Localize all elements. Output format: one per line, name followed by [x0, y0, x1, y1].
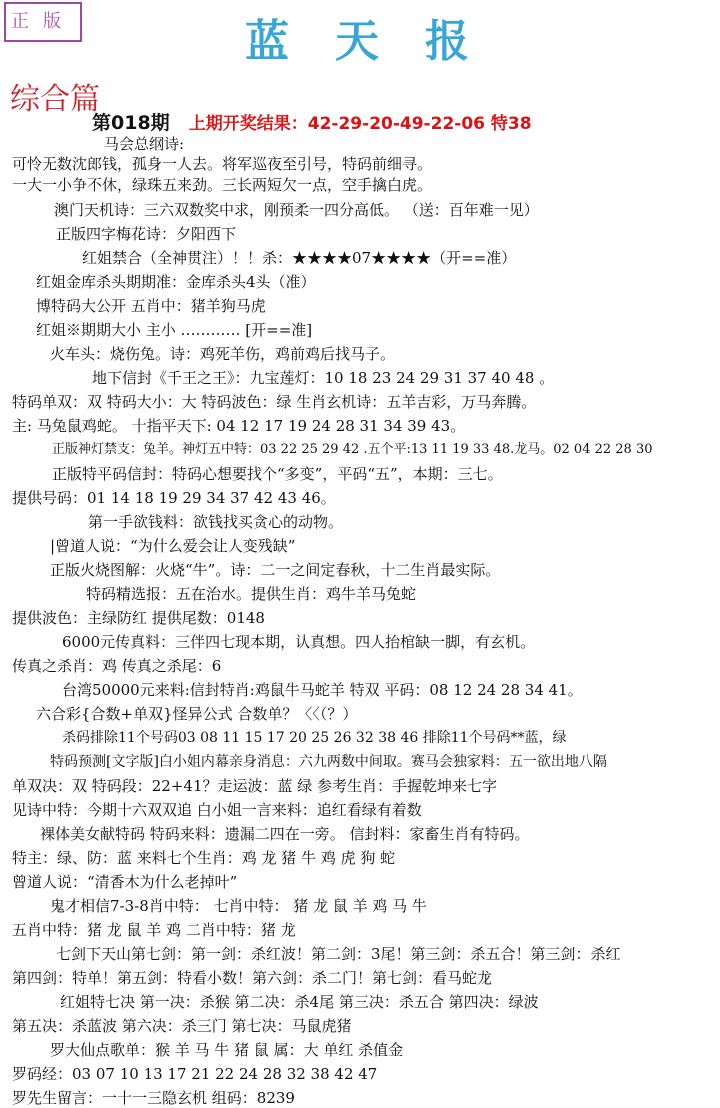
text-line: 地下信封《千王之王》：九宝莲灯：10 18 23 24 29 31 37 40 48 。 — [92, 369, 555, 387]
text-line: 红姐禁合（全神贯注）！！杀：★★★★07★★★★（开==准） — [82, 249, 517, 267]
text-line: 正版神灯禁支：兔羊。神灯五中特：03 22 25 29 42 .五个平:13 11 19 33 48.龙马。02 04 22 28 30 — [52, 442, 653, 457]
text-line: |曾道人说：“为什么爱会让人变残缺” — [50, 537, 296, 555]
text-line: 六合彩{合数+单双}怪异公式 合数单？〈〈（？） — [36, 705, 358, 723]
text-line: 红姐金库杀头期期准：金库杀头4头（准） — [36, 273, 316, 291]
text-line: 正版四字梅花诗：夕阳西下 — [56, 225, 237, 243]
text-line: 提供波色：主绿防红 提供尾数：0148 — [12, 609, 265, 627]
text-line: 澳门天机诗：三六双数奖中求，刚预柔一四分高低。 （送：百年难一见） — [54, 201, 539, 219]
text-line: 特码单双：双 特码大小：大 特码波色：绿 生肖玄机诗：五羊吉彩，万马奔腾。 — [12, 393, 537, 411]
text-line: 红姐特七决 第一决：杀猴 第二决：杀4尾 第三决：杀五合 第四决：绿波 — [60, 993, 539, 1011]
text-line: 正版火烧图解：火烧“牛”。诗：二一之间定春秋，十二生肖最实际。 — [50, 561, 501, 579]
text-line: 罗大仙点歌单：猴 羊 马 牛 猪 鼠 属：大 单红 杀值金 — [50, 1041, 404, 1059]
text-line: 鬼才相信7-3-8肖中特： 七肖中特： 猪 龙 鼠 羊 鸡 马 牛 — [50, 897, 427, 915]
text-line: 特码预测[文字版]白小姐内幕亲身消息：六九两数中间取。赛马会独家料：五一欲出地八隔 — [50, 754, 607, 770]
text-line: 特码精选报：五在治水。提供生肖：鸡牛羊马兔蛇 — [86, 585, 417, 603]
issue-header — [92, 108, 532, 135]
text-line: 罗码经：03 07 10 13 17 21 22 24 28 32 38 42 47 — [12, 1065, 378, 1083]
text-line: 裸体美女献特码 特码来料：遗漏二四在一旁。 信封料：家畜生肖有特码。 — [40, 825, 530, 843]
text-line: 可怜无数沈郎钱，孤身一人去。将军巡夜至引号，特码前细寻。 — [12, 155, 433, 173]
text-line: 6000元传真料：三伴四七现本期，认真想。四人抬棺缺一脚，有玄机。 — [62, 633, 536, 651]
text-line: 马会总纲诗: — [104, 135, 185, 153]
issue-number: 第018期 — [92, 112, 170, 134]
text-line: 正版特平码信封：特码心想要找个“多变”，平码“五”，本期：三七。 — [52, 465, 503, 483]
text-line: 红姐※期期大小 主小 ………… [开==准] — [36, 321, 313, 339]
text-line: 杀码排除11个号码03 08 11 15 17 20 25 26 32 38 46 排除11个号码**蓝，绿 — [62, 730, 567, 746]
text-line: 主: 马兔鼠鸡蛇。 十指平天下: 04 12 17 19 24 28 31 34 39 43。 — [12, 417, 466, 435]
last-draw-result: 上期开奖结果：42-29-20-49-22-06 特38 — [188, 114, 532, 134]
section-title: 综合篇 — [10, 82, 100, 117]
text-line: 五肖中特：猪 龙 鼠 羊 鸡 二肖中特：猪 龙 — [12, 921, 296, 939]
text-line: 第四剑：特单！第五剑：特看小数！第六剑：杀二门！第七剑：看马蛇龙 — [12, 969, 493, 987]
text-line: 火车头：烧伤兔。诗：鸡死羊伤，鸡前鸡后找马子。 — [50, 345, 396, 363]
text-line: 见诗中特：今期十六双双追 白小姐一言来料：追红看绿有着数 — [12, 801, 422, 819]
text-line: 一大一小争不休，绿珠五来劲。三长两短欠一点，空手擒白虎。 — [12, 176, 433, 194]
text-line: 第一手欲钱料：欲钱找买贪心的动物。 — [88, 513, 344, 531]
text-line: 罗先生留言：一十一三隐玄机 组码：8239 — [12, 1089, 295, 1107]
text-line: 第五决：杀蓝波 第六决：杀三门 第七决：马鼠虎猪 — [12, 1017, 352, 1035]
text-line: 提供号码：01 14 18 19 29 34 37 42 43 46。 — [12, 489, 336, 507]
text-line: 七剑下天山第七剑：第一剑：杀红波！第二剑：3尾！第三剑：杀五合！第三剑：杀红 — [56, 945, 621, 963]
text-line: 博特码大公开 五肖中：猪羊狗马虎 — [36, 297, 266, 315]
text-line: 特主：绿、防：蓝 来料七个生肖：鸡 龙 猪 牛 鸡 虎 狗 蛇 — [12, 849, 396, 867]
text-line: 台湾50000元来料:信封特肖:鸡鼠牛马蛇羊 特双 平码：08 12 24 28 34 41。 — [62, 681, 583, 699]
authentic-badge: 正版 — [4, 2, 82, 42]
newspaper-masthead: 蓝天报 — [245, 16, 515, 67]
text-line: 传真之杀肖：鸡 传真之杀尾：6 — [12, 657, 222, 675]
text-line: 曾道人说：“清香木为什么老掉叶” — [12, 873, 238, 891]
text-line: 单双决：双 特码段：22+41？走运波：蓝 绿 参考生肖：手握乾坤来七字 — [12, 777, 498, 795]
